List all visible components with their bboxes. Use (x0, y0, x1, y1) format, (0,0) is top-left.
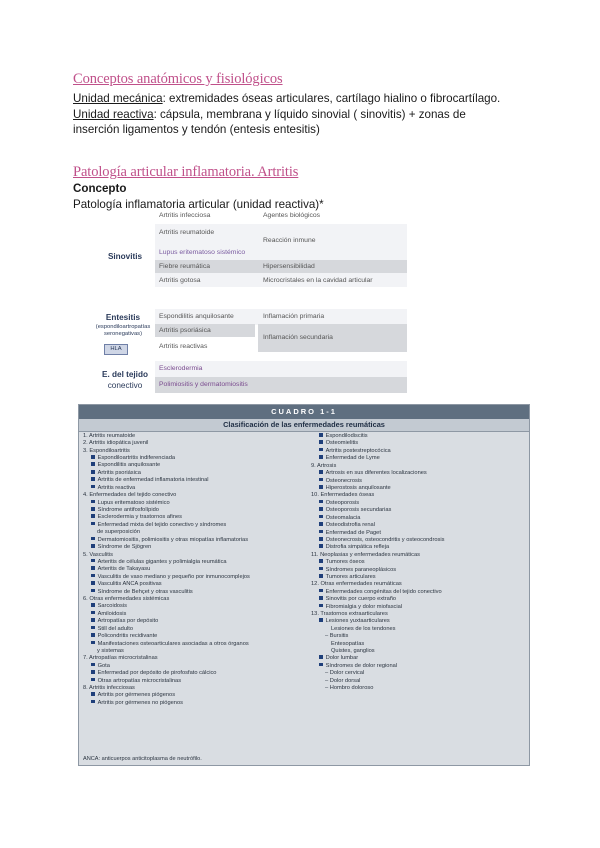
bullet-square-icon (91, 455, 95, 459)
table-item-text: Tumores óseos (325, 559, 365, 566)
bullet-square-icon (91, 603, 95, 607)
bullet-square-icon (91, 678, 95, 682)
table-list-item (311, 567, 526, 574)
table-item-text: Sarcoidosis (97, 603, 127, 610)
table-list-item (83, 559, 308, 566)
bullet-square-icon (91, 618, 95, 622)
table-item-text: y sistemas (97, 648, 124, 655)
table-item-text: Dolor lumbar (325, 655, 359, 662)
table-item-text: Artritis postestreptocócica (325, 447, 391, 454)
table-list-item (311, 670, 526, 677)
bullet-square-icon (91, 626, 95, 630)
table-item-text: Artritis por gérmenes piógenos (97, 692, 176, 699)
concept-subheading: Concepto (73, 182, 127, 195)
table-item-text: Artritis reactiva (97, 484, 136, 491)
table-item-text: 7. Artropatías microcristalinas (83, 655, 158, 662)
bullet-square-icon (319, 655, 323, 659)
conectivo-row: Polimiositis y dermatomiositis (159, 381, 248, 388)
table-item-text: Osteoporosis secundarias (325, 507, 392, 514)
table-item-text: Tumores articulares (325, 574, 376, 581)
entesitis-row-right: Inflamación primaria (263, 313, 325, 320)
bullet-square-icon (91, 633, 95, 637)
table-item-text: Hiperostosis anquilosante (325, 485, 391, 492)
table-list-item (83, 633, 308, 640)
bullet-square-icon (319, 589, 323, 593)
table-item-text: Espondiloartritis indiferenciada (97, 455, 176, 462)
table-list-item (311, 470, 526, 477)
table-item-text: Lesiones de los tendones (331, 625, 396, 632)
table-footnote: ANCA: anticuerpos anticitoplasma de neutrófilo. (83, 756, 202, 762)
table-item-text: 11. Neoplasias y enfermedades reumáticas (311, 551, 420, 558)
table-item-text: Arteritis de Takayasu (97, 566, 151, 573)
table-item-text: Artritis por gérmenes no piógenos (97, 699, 183, 706)
table-category (83, 448, 308, 455)
conectivo-label-2: conectivo (107, 381, 143, 390)
table-item-text: 3. Espondiloartritis (83, 447, 130, 454)
bullet-square-icon (319, 663, 323, 667)
table-list-item (311, 641, 526, 648)
table-item-text: Entesopatías (331, 640, 365, 647)
table-list-item (311, 515, 526, 522)
bullet-square-icon (91, 663, 95, 667)
table-list-item (311, 544, 526, 551)
table-list-item (83, 603, 308, 610)
table-category (311, 552, 526, 559)
bullet-square-icon (91, 670, 95, 674)
table-list-item (83, 692, 308, 699)
table-item-text: Enfermedad de Lyme (325, 455, 380, 462)
bullet-square-icon (319, 455, 323, 459)
table-list-item (311, 685, 526, 692)
table-item-text: 13. Trastornos extraarticulares (311, 611, 388, 618)
reactive-unit-text-2: inserción ligamentos y tendón (entesis entesitis) (73, 123, 320, 136)
table-list-item (83, 678, 308, 685)
table-item-text: 5. Vasculitis (83, 551, 113, 558)
table-item-text: Artropatías por depósito (97, 618, 159, 625)
sinovitis-row-left: Artritis infecciosa (159, 212, 211, 219)
bullet-square-icon (91, 641, 95, 645)
table-item-text: Artritis psoriásica (97, 470, 141, 476)
table-category (83, 685, 308, 692)
table-item-text: Osteonecrosis, osteocondritis y osteocondrosis (325, 537, 445, 544)
table-item-text: Espondilodiscitis (325, 433, 368, 440)
table-list-item (83, 618, 308, 625)
table-right-column (311, 433, 526, 692)
table-item-text: Dermatomiositis, polimiositis y otras miopatías inflamatorias (97, 536, 249, 543)
bullet-square-icon (319, 544, 323, 548)
bullet-square-icon (91, 574, 95, 578)
table-item-text: Vasculitis ANCA positivas (97, 581, 162, 588)
table-list-item (311, 663, 526, 670)
bullet-square-icon (319, 567, 323, 571)
table-list-item (311, 530, 526, 537)
bullet-square-icon (91, 462, 95, 466)
table-list-item (311, 500, 526, 507)
entesitis-row-left: Espondilitis anquilosante (159, 313, 234, 320)
table-list-item (311, 537, 526, 544)
section-heading-arthritis: Patología articular inflamatoria. Artritis (73, 164, 299, 180)
table-list-item (83, 470, 308, 477)
table-item-text: 2. Artritis idiopática juvenil (83, 440, 149, 447)
table-left-column (83, 433, 308, 707)
table-category (311, 581, 526, 588)
bullet-square-icon (91, 507, 95, 511)
table-list-item (83, 485, 308, 492)
table-item-text: Osteodistrofia renal (325, 522, 375, 529)
sinovitis-row-left: Fiebre reumática (159, 263, 210, 270)
table-item-text: Otras artropatías microcristalinas (97, 677, 182, 684)
table-list-item (83, 529, 308, 536)
conectivo-row: Esclerodermia (159, 365, 203, 372)
table-item-text: Osteomalacia (325, 514, 361, 521)
table-list-item (83, 522, 308, 529)
bullet-square-icon (319, 500, 323, 504)
sinovitis-label: Sinovitis (107, 252, 143, 261)
table-list-item (83, 537, 308, 544)
bullet-square-icon (91, 566, 95, 570)
bullet-square-icon (91, 559, 95, 563)
table-category (83, 440, 308, 447)
reactive-unit-text: : cápsula, membrana y líquido sinovial ( sinovitis) + zonas de (153, 107, 466, 121)
entesitis-row-right: Inflamación secundaria (263, 334, 333, 341)
table-list-item (311, 604, 526, 611)
bullet-square-icon (91, 537, 95, 541)
mechanical-unit-label: Unidad mecánica (73, 92, 163, 105)
entesitis-label: Entesitis (105, 313, 141, 322)
bullet-square-icon (319, 433, 323, 437)
table-list-item (311, 448, 526, 455)
table-list-item (311, 596, 526, 603)
reactive-unit-label: Unidad reactiva (73, 107, 154, 121)
table-list-item (311, 574, 526, 581)
bullet-square-icon (319, 537, 323, 541)
table-list-item (83, 641, 308, 648)
table-list-item (83, 663, 308, 670)
bullet-square-icon (91, 692, 95, 696)
table-subtitle: Clasificación de las enfermedades reumáticas (79, 419, 529, 432)
table-item-text: Enfermedad mixta del tejido conectivo y síndromes (97, 521, 227, 528)
bullet-square-icon (319, 574, 323, 578)
table-list-item (83, 507, 308, 514)
entesitis-row-left: Artritis reactivas (159, 343, 208, 350)
table-item-text: Espondilitis anquilosante (97, 462, 161, 469)
table-item-text: Síndromes de dolor regional (325, 662, 398, 669)
table-item-text: Síndrome de Behçet y otras vasculitis (97, 588, 193, 595)
bullet-square-icon (319, 507, 323, 511)
section-heading-anatomy: Conceptos anatómicos y fisiológicos (73, 71, 283, 87)
table-item-text: Distrofia simpática refleja (325, 544, 390, 551)
sinovitis-row-left: Artritis gotosa (159, 277, 201, 284)
table-item-text: Gota (97, 662, 110, 669)
table-list-item (311, 478, 526, 485)
table-item-text: Síndrome de Sjögren (97, 544, 152, 551)
table-category (83, 552, 308, 559)
table-item-text: Still del adulto (97, 625, 134, 632)
bullet-square-icon (319, 478, 323, 482)
table-item-text: 9. Artrosis (311, 462, 337, 469)
table-item-text: Artritis de enfermedad inflamatoria intestinal (97, 477, 209, 484)
table-list-item (83, 648, 308, 655)
sinovitis-row-right: Hipersensibilidad (263, 263, 315, 270)
table-item-text: 6. Otras enfermedades sistémicas (83, 596, 170, 603)
table-item-text: Policondritis recidivante (97, 633, 158, 640)
table-list-item (311, 655, 526, 662)
table-list-item (311, 678, 526, 685)
table-item-text: Artrosis en sus diferentes localizaciones (325, 470, 427, 477)
mechanical-unit-text: : extremidades óseas articulares, cartílago hialino o fibrocartílago. (162, 92, 501, 105)
table-list-item (311, 589, 526, 596)
table-item-text: Síndromes paraneoplásicos (325, 566, 397, 573)
table-item-text: de superposición (97, 529, 141, 536)
table-list-item (311, 626, 526, 633)
sinovitis-row-left: Artritis reumatoide (159, 229, 215, 236)
table-item-text: – Bursitis (325, 633, 349, 640)
bullet-square-icon (319, 448, 323, 452)
table-item-text: 12. Otras enfermedades reumáticas (311, 581, 402, 588)
table-list-item (311, 455, 526, 462)
table-list-item (83, 626, 308, 633)
sinovitis-row-right: Agentes biológicos (263, 212, 321, 219)
bullet-square-icon (91, 477, 95, 481)
table-list-item (311, 618, 526, 625)
bullet-square-icon (319, 470, 323, 474)
table-item-text: Lesiones yuxtaarticulares (325, 618, 390, 625)
entesitis-sublabel: (espondiloartropatías seronegativas) (95, 324, 151, 337)
table-item-text: Lupus eritematoso sistémico (97, 499, 170, 506)
table-list-item (311, 433, 526, 440)
table-item-text: Quistes, ganglios (331, 647, 375, 654)
bullet-square-icon (91, 514, 95, 518)
table-item-text: Enfermedades congénitas del tejido conectivo (325, 588, 442, 595)
table-list-item (311, 648, 526, 655)
table-category (83, 492, 308, 499)
sinovitis-row-right: Reacción inmune (263, 237, 316, 244)
table-item-text: Enfermedad de Paget (325, 529, 381, 536)
bullet-square-icon (91, 522, 95, 526)
bullet-square-icon (91, 544, 95, 548)
table-list-item (83, 462, 308, 469)
table-item-text: 4. Enfermedades del tejido conectivo (83, 492, 177, 499)
bullet-square-icon (91, 611, 95, 615)
table-category (83, 655, 308, 662)
table-item-text: Esclerodermia y trastornos afines (97, 514, 182, 521)
table-list-item (83, 566, 308, 573)
table-list-item (83, 477, 308, 484)
table-list-item (83, 700, 308, 707)
bullet-square-icon (319, 530, 323, 534)
table-item-text: Fibromialgia y dolor miofascial (325, 603, 403, 610)
table-list-item (311, 507, 526, 514)
table-list-item (83, 500, 308, 507)
bullet-square-icon (91, 589, 95, 593)
concept-definition: Patología inflamatoria articular (unidad reactiva)* (73, 198, 324, 211)
table-item-text: Arteritis de células gigantes y polimialgia reumática (97, 558, 227, 565)
table-title: CUADRO 1-1 (79, 405, 529, 419)
table-item-text: Osteomielitis (325, 440, 359, 447)
anatomy-paragraph (73, 91, 553, 138)
table-list-item (311, 485, 526, 492)
table-category (83, 596, 308, 603)
bullet-square-icon (91, 581, 95, 585)
table-list-item (83, 574, 308, 581)
bullet-square-icon (319, 515, 323, 519)
table-item-text: – Dolor cervical (325, 670, 365, 677)
bullet-square-icon (319, 485, 323, 489)
table-list-item (83, 589, 308, 596)
table-item-text: Vasculitis de vaso mediano y pequeño por inmunocomplejos (97, 573, 250, 580)
bullet-square-icon (319, 604, 323, 608)
table-item-text: – Dolor dorsal (325, 677, 361, 684)
table-item-text: Amiloidosis (97, 610, 127, 617)
bullet-square-icon (319, 596, 323, 600)
table-item-text: Sinovitis por cuerpo extraño (325, 596, 397, 603)
bullet-square-icon (91, 485, 95, 489)
bullet-square-icon (319, 618, 323, 622)
table-item-text: 8. Artritis infecciosas (83, 685, 135, 692)
table-list-item (311, 559, 526, 566)
table-category (311, 492, 526, 499)
hla-badge: HLA (104, 344, 128, 355)
table-item-text: 10. Enfermedades óseas (311, 492, 375, 499)
bullet-square-icon (91, 470, 95, 474)
table-item-text: Osteonecrosis (325, 477, 362, 484)
table-list-item (83, 514, 308, 521)
bullet-square-icon (319, 522, 323, 526)
table-list-item (83, 670, 308, 677)
table-item-text: Enfermedad por depósito de pirofosfato cálcico (97, 670, 217, 677)
table-list-item (83, 611, 308, 618)
table-item-text: Osteoporosis (325, 499, 360, 506)
conectivo-label-1: E. del tejido (102, 370, 148, 379)
table-item-text: Síndrome antifosfolípido (97, 507, 159, 514)
table-category (311, 463, 526, 470)
table-list-item (83, 581, 308, 588)
table-list-item (83, 455, 308, 462)
bullet-square-icon (91, 500, 95, 504)
table-item-text: 1. Artritis reumatoide (83, 433, 136, 439)
table-list-item (311, 522, 526, 529)
bullet-square-icon (319, 440, 323, 444)
table-category (311, 611, 526, 618)
table-item-text: – Hombro doloroso (325, 684, 374, 691)
table-list-item (83, 544, 308, 551)
table-list-item (311, 633, 526, 640)
sinovitis-row-right: Microcristales en la cavidad articular (263, 277, 373, 284)
table-list-item (311, 440, 526, 447)
table-item-text: Manifestaciones osteoarticulares asociadas a otros órganos (97, 640, 249, 647)
entesitis-row-left: Artritis psoriásica (159, 327, 211, 334)
classification-table (78, 404, 530, 766)
table-category (83, 433, 308, 440)
sinovitis-row-left: Lupus eritematoso sistémico (159, 249, 246, 256)
bullet-square-icon (91, 700, 95, 704)
bullet-square-icon (319, 559, 323, 563)
